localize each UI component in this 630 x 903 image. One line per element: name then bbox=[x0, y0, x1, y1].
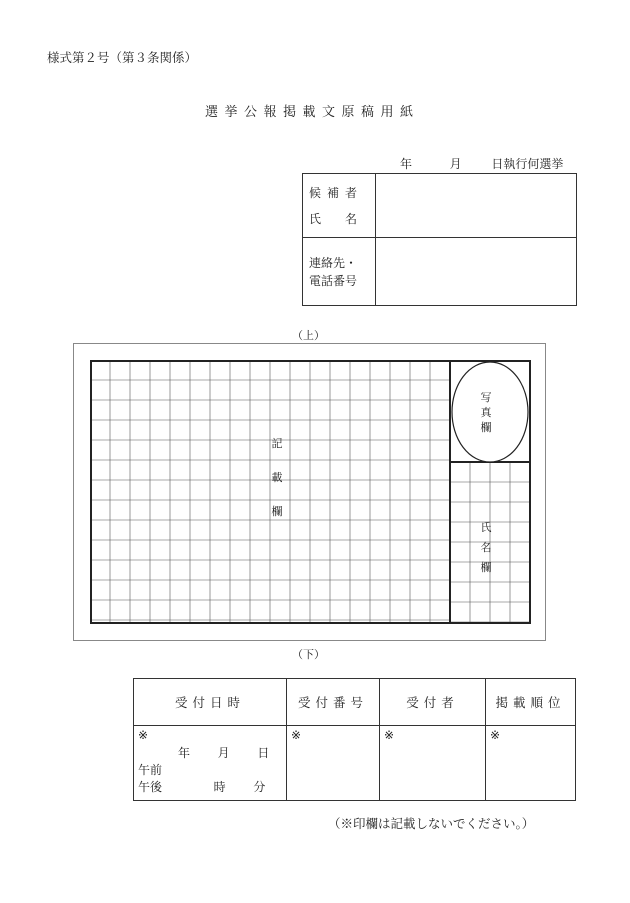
mark-datetime: ※ bbox=[138, 728, 149, 742]
mark-order: ※ bbox=[490, 728, 501, 742]
contact-field[interactable] bbox=[376, 238, 577, 306]
candidate-name-field[interactable] bbox=[376, 174, 577, 238]
header-receiver: 受付者 bbox=[380, 679, 486, 726]
writing-area-label-2: 載 bbox=[271, 471, 283, 484]
photo-area-label: 写 真 欄 bbox=[480, 391, 492, 434]
contact-label: 連絡先・ 電話番号 bbox=[303, 238, 376, 306]
writing-area-label-3: 欄 bbox=[271, 505, 283, 518]
candidate-name-label: 候補者 氏 名 bbox=[303, 174, 376, 238]
header-reception-datetime: 受付日時 bbox=[134, 679, 287, 726]
receiver-cell bbox=[380, 726, 486, 801]
reception-number-cell bbox=[287, 726, 380, 801]
date-year-label: 年 bbox=[400, 157, 413, 171]
election-date-line bbox=[400, 155, 563, 172]
writing-area-label-1: 記 bbox=[271, 437, 283, 450]
date-day-election-label: 日執行何選挙 bbox=[491, 157, 564, 171]
hour-label: 時 bbox=[213, 780, 226, 794]
reception-month-label: 月 bbox=[217, 746, 230, 760]
footnote: （※印欄は記載しないでください。） bbox=[328, 816, 535, 831]
mark-receiver: ※ bbox=[384, 728, 395, 742]
candidate-info-table bbox=[302, 173, 577, 306]
manuscript-grid[interactable] bbox=[90, 360, 531, 624]
name-area-label: 氏 名 欄 bbox=[480, 521, 492, 574]
pm-label: 午後 bbox=[138, 780, 163, 794]
reception-day-label: 日 bbox=[257, 746, 270, 760]
publication-order-cell bbox=[486, 726, 576, 801]
top-marker: （上） bbox=[292, 329, 325, 342]
form-number-label: 様式第２号（第３条関係） bbox=[47, 50, 198, 65]
header-publication-order: 掲載順位 bbox=[486, 679, 576, 726]
reception-datetime-cell bbox=[134, 726, 287, 801]
mark-number: ※ bbox=[291, 728, 302, 742]
am-label: 午前 bbox=[138, 763, 163, 777]
date-month-label: 月 bbox=[449, 157, 462, 171]
minute-label: 分 bbox=[253, 780, 266, 794]
bottom-marker: （下） bbox=[292, 648, 325, 661]
header-reception-number: 受付番号 bbox=[287, 679, 380, 726]
form-title: 選挙公報掲載文原稿用紙 bbox=[205, 105, 420, 120]
reception-table bbox=[133, 678, 576, 801]
reception-year-label: 年 bbox=[178, 746, 191, 760]
